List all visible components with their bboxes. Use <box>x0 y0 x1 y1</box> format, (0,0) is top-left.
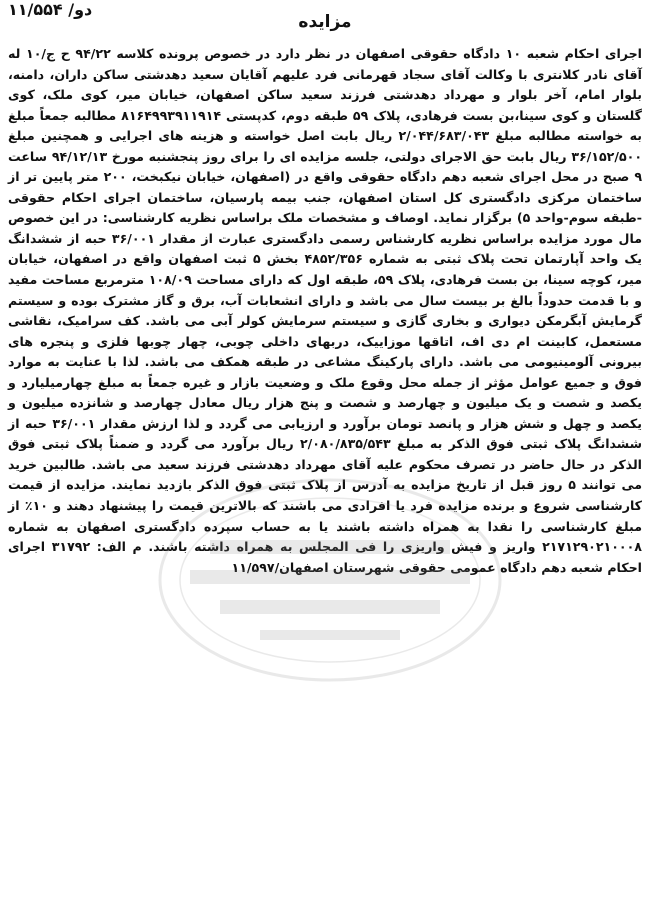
notice-body: اجرای احکام شعبه ۱۰ دادگاه حقوقی اصفهان در نظر دارد در خصوص پرونده کلاسه ۹۴/۲۲ ح ج/۱۰ له آقای نادر کلانتری با وکالت آقای سجاد قهرمانی فرد علیهم آقایان سعید دهدشتی ساکن داران، دامنه، بلوار امام، آخر بلوار و مهرداد دهدشتی فرزند سعید ساکن اصفهان، خیابان میر، کوی ملک، کوی گلستان و کوی سینا،بن بست فرهادی، پلاک ۵۹ طبقه دوم، کدپستی ۸۱۶۴۹۹۳۹۱۱۹۱۴ مطالبه جمعاً مبلغ به خواسته مطالبه مبلغ ۲/۰۴۴/۶۸۳/۰۴۳ ریال بابت اصل خواسته و هزینه های اجرایی و همچنین مبلغ ۳۶/۱۵۲/۵۰۰ ریال بابت حق الاجرای دولتی، جلسه مزایده ای را برای روز پنجشنبه مورخ ۹۴/۱۲/۱۳ ساعت ۹ صبح در محل اجرای شعبه دهم دادگاه حقوقی واقع در (اصفهان، خیابان نیکبخت، ۲۰۰ متر پایین تر از ساختمان مرکزی دادگستری کل استان اصفهان، جنب بیمه پارسیان، ساختمان اجرای احکام حقوقی -طبقه سوم-واحد ۵) برگزار نماید. اوصاف و مشخصات ملک براساس نظریه کارشناسی: در این خصوص مال مورد مزایده براساس نظریه کارشناس رسمی دادگستری عبارت از مقدار ۳۶/۰۰۱ حبه از ششدانگ یک واحد آپارتمان تحت پلاک ثبتی به شماره ۴۸۵۲/۳۵۶ بخش ۵ ثبت اصفهان واقع در اصفهان، خیابان میر، کوچه سینا، بن بست فرهادی، پلاک ۵۹، طبقه اول که دارای مساحت ۱۰۸/۰۹ مترمربع مساحت مفید و با قدمت حدوداً بالغ بر بیست سال می باشد و دارای انشعابات آب، برق و گاز مشترک بوده و سیستم گرمایش آبگرمکن دیواری و بخاری گازی و سیستم سرمایش کولر آبی می باشد. کف سرامیک، نقاشی مستعمل، کابینت ام دی اف، اتاقها موزاییک، دربهای داخلی چوبی، چهار چوبها فلزی و پنجره های بیرونی آلومینیومی می باشد. دارای پارکینگ مشاعی در طبقه همکف می باشد. لذا با عنایت به موارد فوق و جمیع عوامل مؤثر از جمله محل وقوع ملک و وضعیت بازار و غیره جمعاً به مبلغ چهارمیلیارد و یکصد و شصت و یک میلیون و چهارصد و شصت و پنج هزار ریال معادل چهارصد و شانزده میلیون و یکصد و چهل و شش هزار و پانصد تومان برآورد و ارزیابی می گردد و لذا ارزش مقدار ۳۶/۰۰۱ حبه از ششدانگ پلاک ثبتی فوق الذکر به مبلغ ۲/۰۸۰/۸۳۵/۵۴۳ ریال برآورد می گردد و ضمناً پلاک ثبتی فوق الذکر در حال حاضر در تصرف محکوم علیه آقای مهرداد دهدشتی فرزند سعید می باشد. طالبین خرید می توانند ۵ روز قبل از تاریخ مزایده به آدرس از پلاک ثبتی فوق الذکر بازدید نمایند. مزایده از قیمت کارشناسی شروع و برنده مزایده فرد یا افرادی می باشند که بالاترین قیمت را پیشنهاد دهند و ۱۰٪ از مبلغ کارشناسی را نقدا به همراه داشته باشند یا به حساب سپرده دادگستری اصفهان به شماره ۲۱۷۱۲۹۰۲۱۰۰۰۸ واریز و فیش واریزی را فی المجلس به همراه داشته باشند. م الف: ۳۱۷۹۲ اجرای احکام شعبه دهم دادگاه عمومی حقوقی شهرستان اصفهان/۱۱/۵۹۷ <box>8 46 643 575</box>
reference-number: دو/ ۱۱/۵۵۴ <box>8 0 93 19</box>
notice-title: مزایده <box>298 12 352 32</box>
